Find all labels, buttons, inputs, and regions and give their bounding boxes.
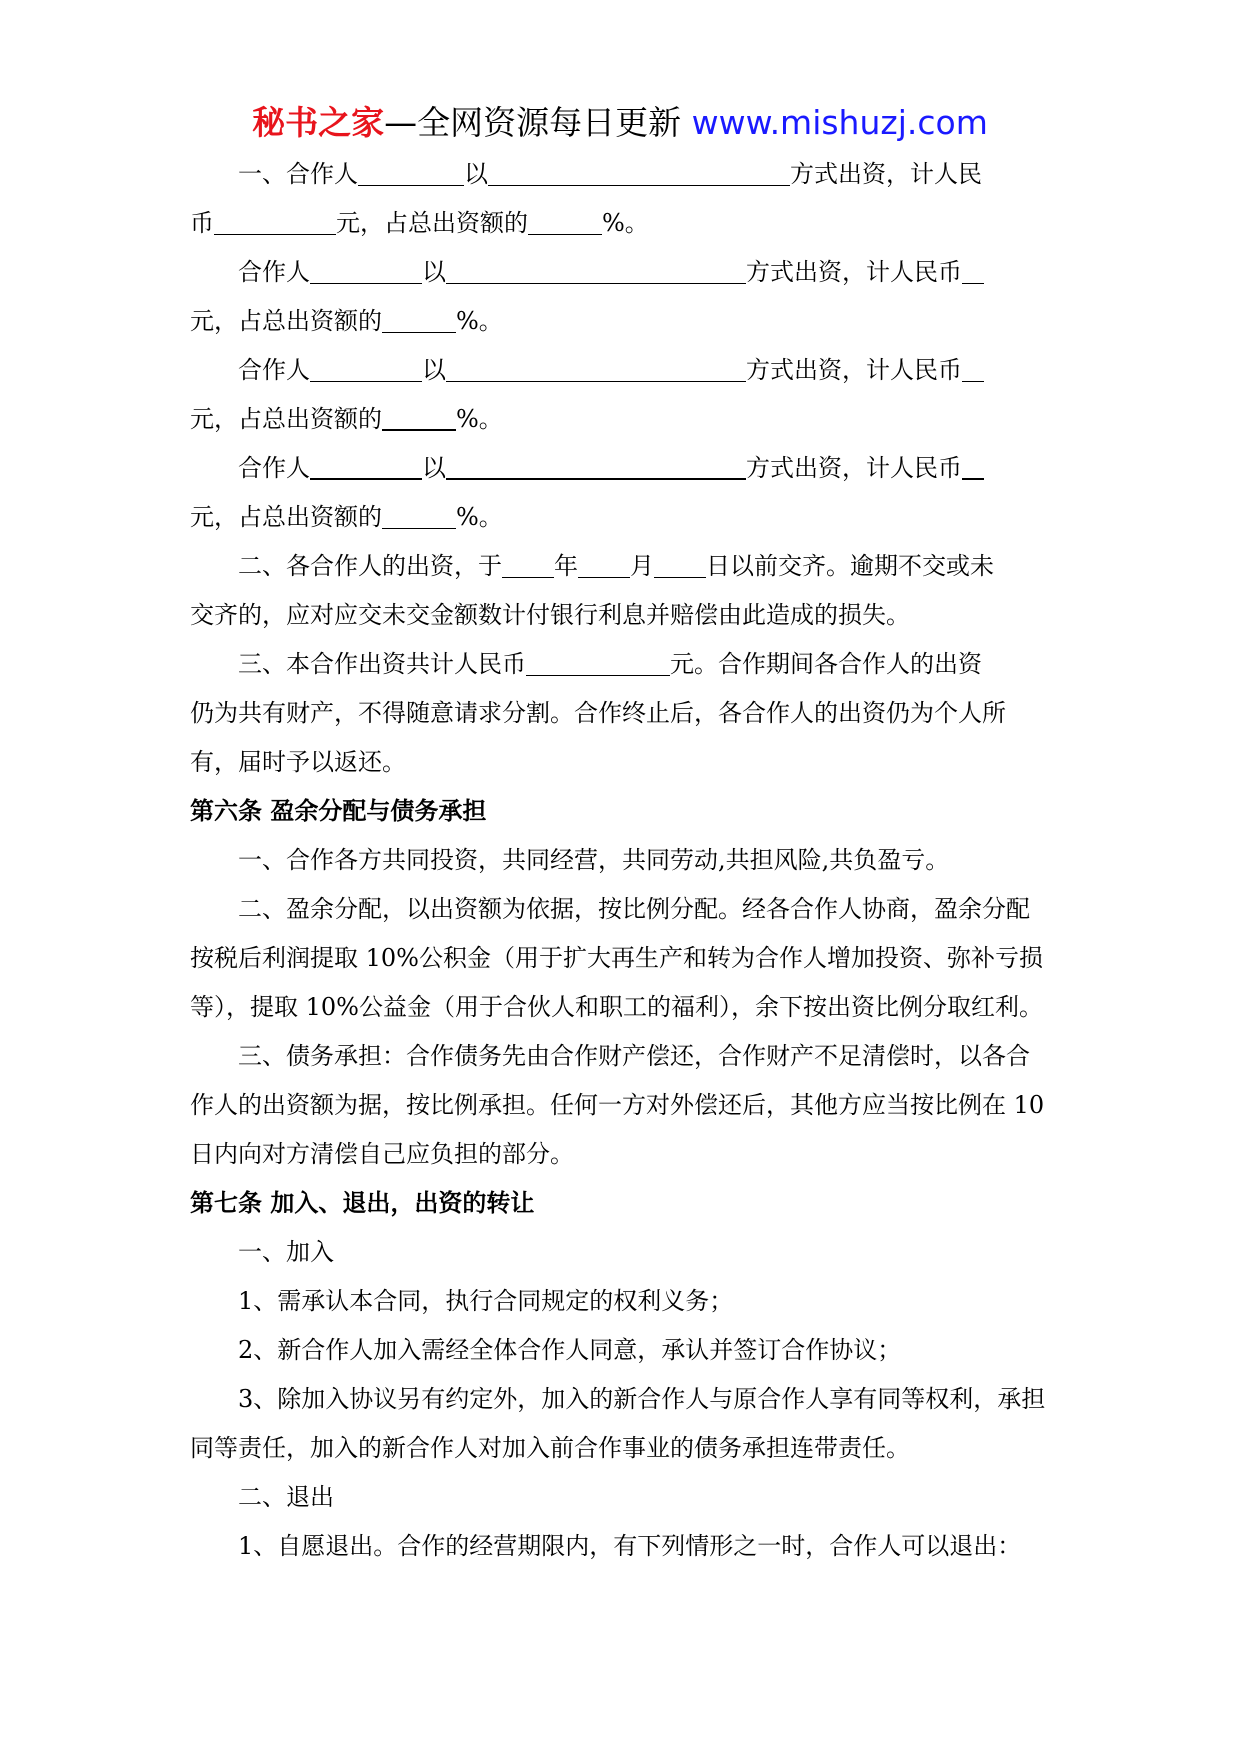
- blank-field-method[interactable]: [488, 159, 790, 186]
- text: 元，占总出资额的: [190, 405, 382, 433]
- blank-field-amount[interactable]: [962, 355, 984, 382]
- blank-field-amount[interactable]: [214, 208, 336, 235]
- text: 方式出资，计人民币: [746, 356, 962, 384]
- blank-field-percent[interactable]: [382, 502, 456, 529]
- article-6-paragraph-1: 一、合作各方共同投资，共同经营，共同劳动,共担风险,共负盈亏。: [238, 846, 950, 874]
- text: %。: [602, 209, 649, 237]
- text: 三、本合作出资共计人民币: [238, 650, 526, 678]
- article-6-title: 第六条 盈余分配与债务承担: [190, 797, 487, 825]
- join-item-2: 2、新合作人加入需经全体合作人同意，承认并签订合作协议；: [238, 1336, 902, 1364]
- header-brand: 秘书之家: [252, 103, 385, 142]
- exit-heading: 二、退出: [238, 1483, 334, 1511]
- text: %。: [456, 405, 503, 433]
- document-body: [190, 150, 1050, 1571]
- contribution-paragraph-2: [190, 248, 1050, 297]
- contribution-paragraph-1-cont: [190, 199, 1050, 248]
- blank-field-percent[interactable]: [528, 208, 602, 235]
- text: 以: [422, 258, 446, 286]
- blank-field-year[interactable]: [502, 551, 554, 578]
- text: %。: [456, 503, 503, 531]
- blank-field-month[interactable]: [578, 551, 630, 578]
- exit-item-1: 1、自愿退出。合作的经营期限内，有下列情形之一时，合作人可以退出：: [238, 1532, 1022, 1560]
- blank-field-percent[interactable]: [382, 403, 456, 431]
- blank-field-partner[interactable]: [358, 159, 464, 186]
- total-paragraph-end: 有，届时予以返还。: [190, 748, 406, 776]
- article-7-title: 第七条 加入、退出，出资的转让: [190, 1189, 535, 1217]
- text: 日以前交齐。逾期不交或未: [706, 552, 994, 580]
- contribution-paragraph-3: [190, 346, 1050, 395]
- text: 以: [422, 454, 446, 482]
- deadline-paragraph: [190, 542, 1050, 591]
- text: 币: [190, 209, 214, 237]
- contribution-paragraph-2-cont: [190, 297, 1050, 346]
- blank-field-method[interactable]: [446, 355, 746, 382]
- text: 方式出资，计人民币: [746, 258, 962, 286]
- text: 二、各合作人的出资，于: [238, 552, 502, 580]
- contribution-paragraph-4: [190, 444, 1050, 493]
- text: 以: [422, 356, 446, 384]
- text: 合作人: [238, 258, 310, 286]
- contribution-paragraph-1: [190, 150, 1050, 199]
- text: 元，占总出资额的: [336, 209, 528, 237]
- deadline-paragraph-cont: 交齐的，应对应交未交金额数计付银行利息并赔偿由此造成的损失。: [190, 601, 910, 629]
- blank-field-partner[interactable]: [310, 257, 422, 284]
- join-item-3: 3、除加入协议另有约定外，加入的新合作人与原合作人享有同等权利，承担同等责任，加入的新合作人对加入前合作事业的债务承担连带责任。: [190, 1385, 1046, 1462]
- blank-field-amount[interactable]: [962, 452, 984, 480]
- blank-field-method[interactable]: [446, 452, 746, 480]
- text: 元，占总出资额的: [190, 307, 382, 335]
- blank-field-day[interactable]: [654, 551, 706, 578]
- text: 合作人: [238, 454, 310, 482]
- text: 月: [630, 552, 654, 580]
- total-paragraph-cont: 仍为共有财产，不得随意请求分割。合作终止后，各合作人的出资仍为个人所: [190, 699, 1006, 727]
- text: 以: [464, 160, 488, 188]
- blank-field-partner[interactable]: [310, 355, 422, 382]
- header-url-link[interactable]: www.mishuzj.com: [691, 103, 988, 142]
- text: 合作人: [238, 356, 310, 384]
- text: %。: [456, 307, 503, 335]
- page-header: [0, 98, 1240, 148]
- blank-field-amount[interactable]: [962, 257, 984, 284]
- blank-field-total-amount[interactable]: [526, 649, 670, 676]
- header-slogan: —全网资源每日更新: [384, 103, 682, 142]
- text: 年: [554, 552, 578, 580]
- text: 方式出资，计人民: [790, 160, 982, 188]
- text: 一、合作人: [238, 160, 358, 188]
- join-item-1: 1、需承认本合同，执行合同规定的权利义务；: [238, 1287, 734, 1315]
- join-heading: 一、加入: [238, 1238, 334, 1266]
- total-paragraph: [190, 640, 1050, 689]
- article-6-paragraph-3: 三、债务承担：合作债务先由合作财产偿还，合作财产不足清偿时，以各合作人的出资额为据，按比例承担。任何一方对外偿还后，其他方应当按比例在 10 日内向对方清偿自己应负担的部分。: [190, 1042, 1045, 1168]
- blank-field-partner[interactable]: [310, 452, 422, 480]
- text: 元，占总出资额的: [190, 503, 382, 531]
- text: 元。合作期间各合作人的出资: [670, 650, 982, 678]
- article-6-paragraph-2: 二、盈余分配，以出资额为依据，按比例分配。经各合作人协商，盈余分配按税后利润提取 10%公积金（用于扩大再生产和转为合作人增加投资、弥补亏损等），提取 10%公益金（用于合伙人和职工的福利），余下按出资比例分取红利。: [190, 895, 1043, 1021]
- text: 方式出资，计人民币: [746, 454, 962, 482]
- blank-field-method[interactable]: [446, 257, 746, 284]
- blank-field-percent[interactable]: [382, 306, 456, 333]
- contribution-paragraph-4-cont: [190, 493, 1050, 542]
- contribution-paragraph-3-cont: [190, 395, 1050, 444]
